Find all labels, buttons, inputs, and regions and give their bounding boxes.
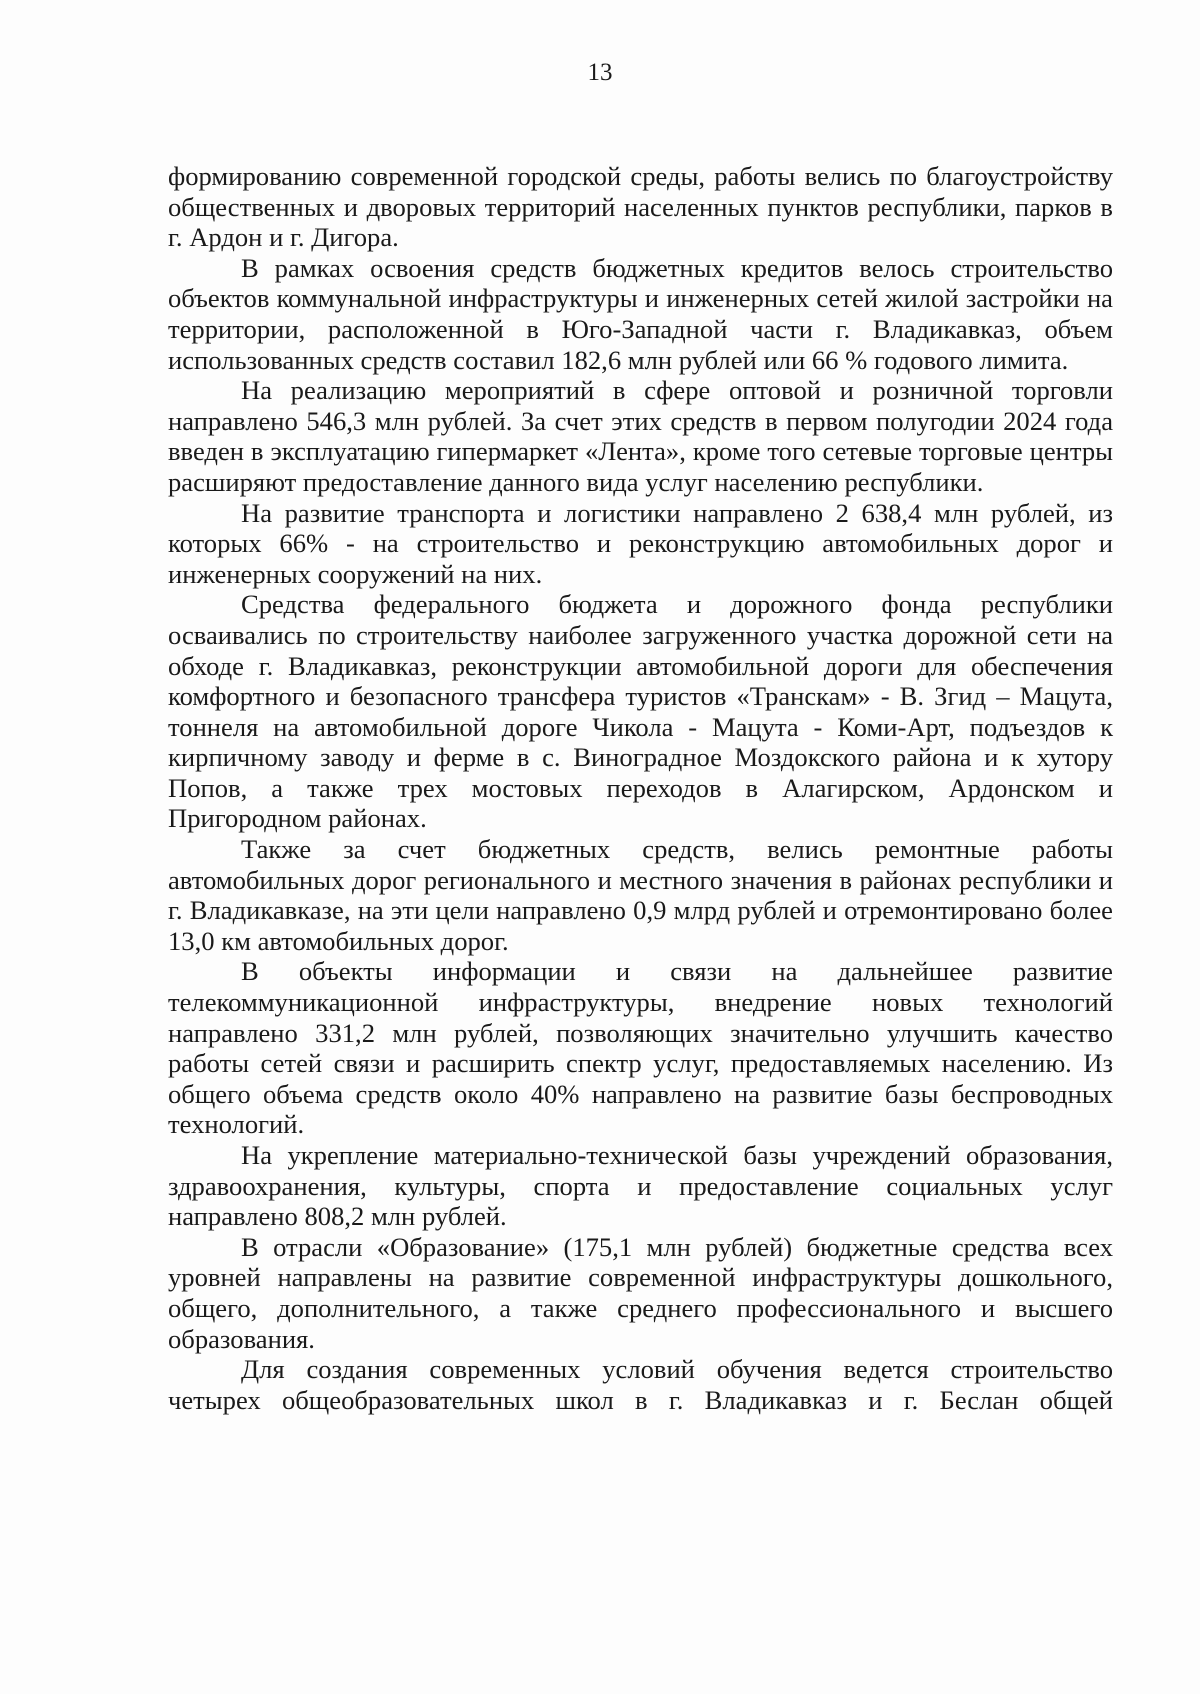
- paragraph-trade: На реализацию мероприятий в сфере оптовой и розничной торговли направлено 546,3 млн рублей. За счет этих средств в первом полугодии 2024 года введен в эксплуатацию гипермаркет «Лента», кроме того сетевые торговые центры расширяют предоставление данного вида услуг населению республики.: [168, 375, 1113, 497]
- paragraph-road-repairs: Также за счет бюджетных средств, велись ремонтные работы автомобильных дорог регионального и местного значения в районах республики и г. Владикавказе, на эти цели направлено 0,9 млрд рублей и отремонтировано более 13,0 км автомобильных дорог.: [168, 834, 1113, 956]
- paragraph-education: В отрасли «Образование» (175,1 млн рублей) бюджетные средства всех уровней направлены на развитие современной инфраструктуры дошкольного, общего, дополнительного, а также среднего профессионального и высшего образования.: [168, 1231, 1113, 1354]
- paragraph-continuation: формированию современной городской среды, работы велись по благоустройству общественных и дворовых территорий населенных пунктов республики, парков в г. Ардон и г. Дигора.: [168, 161, 1113, 253]
- paragraph-communications: В объекты информации и связи на дальнейшее развитие телекоммуникационной инфраструктуры, внедрение новых технологий направлено 331,2 млн рублей, позволяющих значительно улучшить качество работы сетей связи и расширить спектр услуг, предоставляемых населению. Из общего объема средств около 40% направлено на развитие базы беспроводных технологий.: [168, 956, 1113, 1140]
- page-number: 13: [587, 59, 613, 86]
- paragraph-schools: Для создания современных условий обучения ведется строительство четырех общеобразовательных школ в г. Владикавказ и г. Беслан общей: [168, 1354, 1113, 1415]
- body-text: [168, 161, 1113, 1415]
- paragraph-social-infrastructure: На укрепление материально-технической базы учреждений образования, здравоохранения, культуры, спорта и предоставление социальных услуг направлено 808,2 млн рублей.: [168, 1140, 1113, 1232]
- paragraph-transport: На развитие транспорта и логистики направлено 2 638,4 млн рублей, из которых 66% - на строительство и реконструкцию автомобильных дорог и инженерных сооружений на них.: [168, 497, 1113, 589]
- paragraph-budget-credits: В рамках освоения средств бюджетных кредитов велось строительство объектов коммунальной инфраструктуры и инженерных сетей жилой застройки на территории, расположенной в Юго-Западной части г. Владикавказ, объем использованных средств составил 182,6 млн рублей или 66 % годового лимита.: [168, 252, 1113, 375]
- paragraph-federal-budget: Средства федерального бюджета и дорожного фонда республики осваивались по строительству наиболее загруженного участка дорожной сети на обходе г. Владикавказ, реконструкции автомобильной дороги для обеспечения комфортного и безопасного трансфера туристов «Транскам» - В. Згид – Мацута, тоннеля на автомобильной дороге Чикола - Мацута - Коми-Арт, подъездов к кирпичному заводу и ферме в с. Виноградное Моздокского района и к хутору Попов, а также трех мостовых переходов в Алагирском, Ардонском и Пригородном районах.: [168, 589, 1113, 834]
